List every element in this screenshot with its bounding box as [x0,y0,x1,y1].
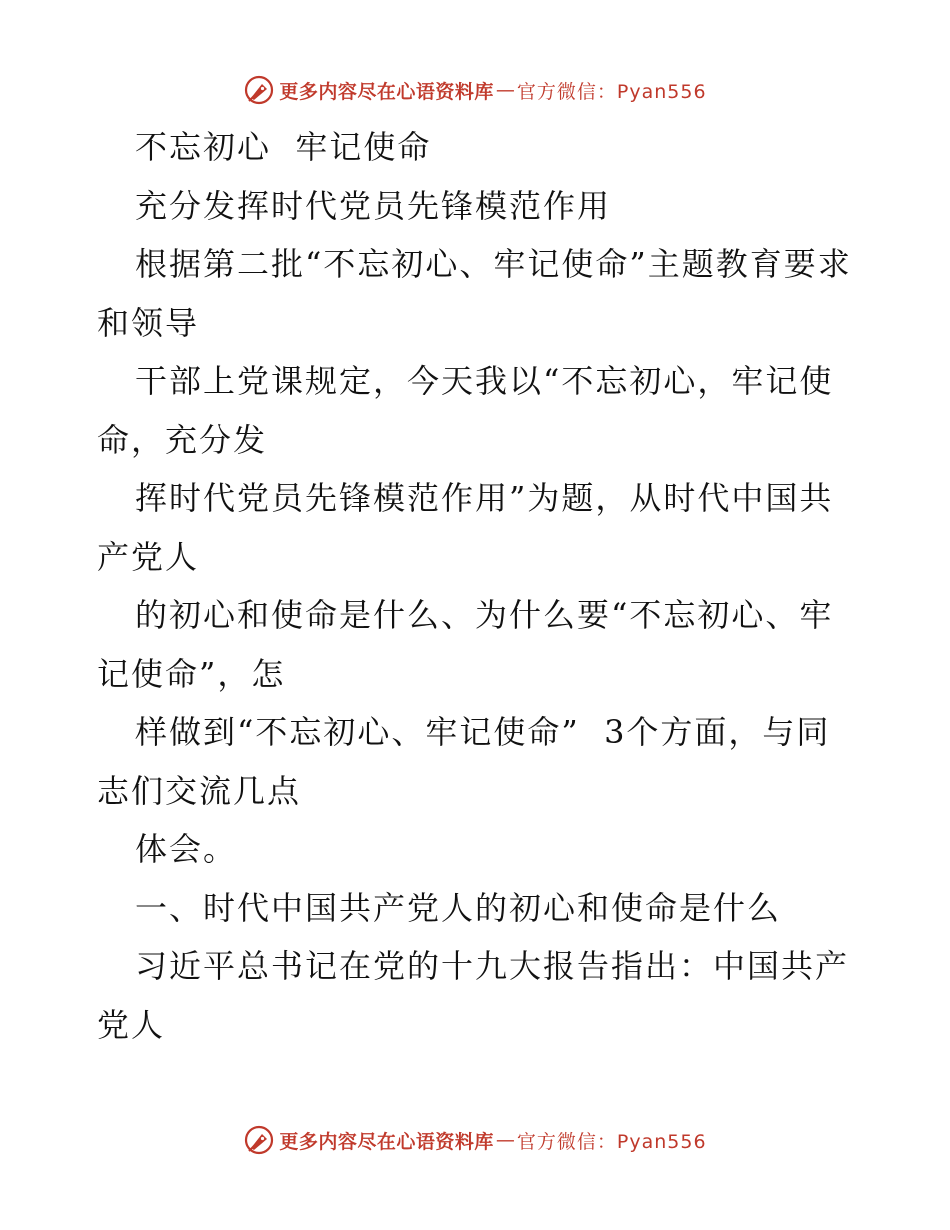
body-paragraph: 干部上党课规定，今天我以“不忘初心，牢记使命，充分发 [97,362,834,459]
body-paragraph: 习近平总书记在党的十九大报告指出：中国共产党人 [97,947,850,1044]
doc-subtitle: 充分发挥时代党员先锋模范作用 [135,186,612,225]
header-brand-text: 更多内容尽在心语资料库 [279,80,494,103]
section-heading: 一、时代中国共产党人的初心和使命是什么 [135,888,782,927]
header-banner [0,70,950,110]
doc-title: 不忘初心 牢记使命 [135,128,432,166]
pen-nib-icon [243,74,275,106]
body-paragraph: 挥时代党员先锋模范作用”为题，从时代中国共产党人 [97,479,834,576]
body-paragraph: 体会。 [135,830,238,868]
header-dash: — [495,79,515,101]
body-paragraph: 样做到“不忘初心、牢记使命” 3个方面，与同志们交流几点 [97,713,831,810]
pen-nib-icon [243,1124,275,1156]
document-body [97,118,857,1054]
body-paragraph: 根据第二批“不忘初心、牢记使命”主题教育要求和领导 [97,245,852,342]
footer-dash: — [495,1129,515,1151]
header-wechat-text: 官方微信：Pyan556 [516,80,707,103]
footer-wechat-text: 官方微信：Pyan556 [516,1130,707,1153]
footer-banner [0,1120,950,1160]
body-paragraph: 的初心和使命是什么、为什么要“不忘初心、牢记使命”，怎 [97,596,834,693]
footer-brand-text: 更多内容尽在心语资料库 [279,1130,494,1153]
